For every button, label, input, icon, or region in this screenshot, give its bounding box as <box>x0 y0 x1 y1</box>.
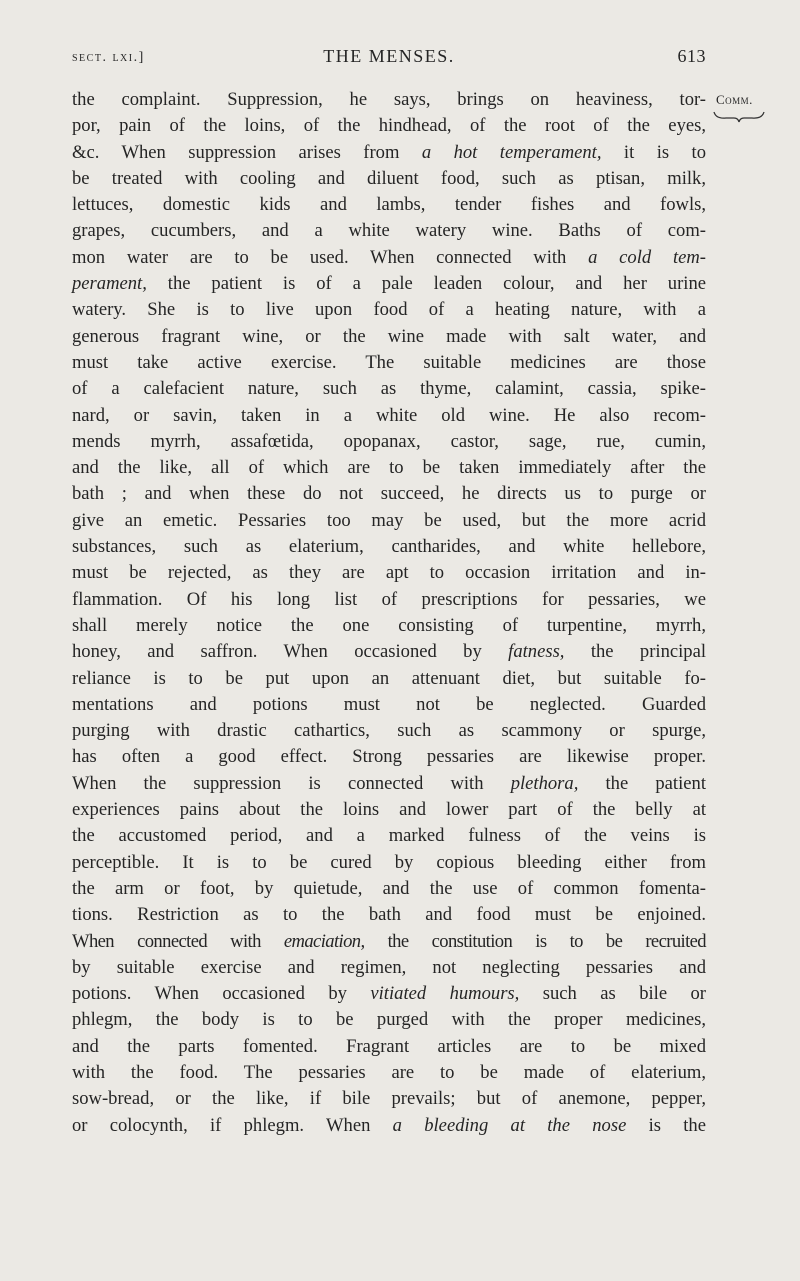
text-segment: has often a good effect. Strong pessaries are likewise proper. <box>72 746 706 768</box>
text-line <box>72 350 706 376</box>
text-segment: mon water are to be used. When connected with <box>72 246 589 268</box>
text-segment: or colocynth, if phlegm. When <box>72 1114 393 1136</box>
text-segment: mends myrrh, assafœtida, opopanax, castor, sage, rue, cumin, <box>72 430 706 452</box>
italic-phrase: a bleeding at the nose <box>392 1114 627 1136</box>
text-line <box>72 771 706 797</box>
text-line <box>72 140 706 166</box>
text-line <box>72 113 706 139</box>
text-segment: experiences pains about the loins and lower part of the belly at <box>72 799 706 821</box>
text-segment: shall merely notice the one consisting of turpentine, myrrh, <box>72 614 706 636</box>
text-segment: be treated with cooling and diluent food, such as ptisan, milk, <box>72 167 706 189</box>
text-segment: mentations and potions must not be neglected. Guarded <box>72 693 706 715</box>
text-line <box>72 744 706 770</box>
text-segment: When connected with <box>72 930 284 952</box>
italic-phrase: a hot temperament, <box>421 141 602 163</box>
margin-note-commentary: Comm. <box>716 92 753 107</box>
text-segment: the constitution is to be recruited <box>364 930 706 952</box>
text-line <box>72 297 706 323</box>
text-line <box>72 929 706 955</box>
text-line <box>72 692 706 718</box>
text-line <box>72 455 706 481</box>
text-line <box>72 87 706 113</box>
text-line <box>72 1086 706 1112</box>
text-segment: flammation. Of his long list of prescriptions for pessaries, we <box>72 588 706 610</box>
text-line <box>72 639 706 665</box>
text-line <box>72 797 706 823</box>
text-segment: purging with drastic cathartics, such as scammony or spurge, <box>72 720 706 742</box>
text-line <box>72 271 706 297</box>
text-line <box>72 850 706 876</box>
text-segment: the accustomed period, and a marked fulness of the veins is <box>72 825 706 847</box>
text-line <box>72 718 706 744</box>
text-segment: reliance is to be put upon an attenuant diet, but suitable fo- <box>72 667 706 689</box>
chapter-title: THE MENSES. <box>323 46 455 66</box>
text-line <box>72 508 706 534</box>
text-segment: is the <box>626 1114 706 1136</box>
text-line <box>72 666 706 692</box>
text-segment: potions. When occasioned by <box>72 983 371 1005</box>
text-line <box>72 1060 706 1086</box>
text-segment: nard, or savin, taken in a white old wine. He also recom- <box>72 404 706 426</box>
text-line <box>72 1034 706 1060</box>
margin-brace-icon <box>712 110 766 124</box>
text-line <box>72 560 706 586</box>
text-line <box>72 192 706 218</box>
text-line <box>72 1113 706 1139</box>
italic-phrase: perament, <box>72 273 147 295</box>
text-segment: the arm or foot, by quietude, and the use of common fomenta- <box>72 877 706 899</box>
running-header <box>72 44 706 74</box>
text-segment: such as bile or <box>519 983 706 1005</box>
body-text <box>72 87 706 1139</box>
text-segment: watery. She is to live upon food of a heating nature, with a <box>72 299 706 321</box>
text-line <box>72 166 706 192</box>
text-segment: give an emetic. Pessaries too may be used, but the more acrid <box>72 509 706 531</box>
text-segment: the complaint. Suppression, he says, brings on heaviness, tor- <box>72 89 706 110</box>
text-line <box>72 429 706 455</box>
text-line <box>72 324 706 350</box>
italic-phrase: plethora, <box>510 772 579 794</box>
italic-phrase: vitiated humours, <box>370 983 520 1005</box>
text-segment: the patient is of a pale leaden colour, and her urine <box>146 273 706 295</box>
text-segment: and the parts fomented. Fragrant articles are to be mixed <box>72 1035 706 1057</box>
text-segment: by suitable exercise and regimen, not neglecting pessaries and <box>72 956 706 978</box>
text-segment: bath ; and when these do not succeed, he directs us to purge or <box>72 483 706 505</box>
text-line <box>72 955 706 981</box>
text-line <box>72 218 706 244</box>
text-line <box>72 981 706 1007</box>
text-line <box>72 481 706 507</box>
text-segment: &c. When suppression arises from <box>72 141 422 163</box>
section-label: sect. lxi.] <box>72 50 145 65</box>
text-line <box>72 245 706 271</box>
page-number: 613 <box>677 46 706 66</box>
text-segment: must take active exercise. The suitable medicines are those <box>72 351 706 373</box>
text-line <box>72 376 706 402</box>
italic-phrase: a cold tem- <box>588 246 706 268</box>
italic-phrase: fatness, <box>508 641 565 663</box>
text-segment: lettuces, domestic kids and lambs, tender fishes and fowls, <box>72 194 706 216</box>
text-segment: honey, and saffron. When occasioned by <box>72 641 509 663</box>
text-segment: phlegm, the body is to be purged with the proper medicines, <box>72 1009 706 1031</box>
text-line <box>72 613 706 639</box>
text-segment: it is to <box>601 141 706 163</box>
text-segment: generous fragrant wine, or the wine made with salt water, and <box>72 325 706 347</box>
text-line <box>72 902 706 928</box>
text-line <box>72 587 706 613</box>
text-segment: and the like, all of which are to be taken immediately after the <box>72 457 706 479</box>
text-segment: perceptible. It is to be cured by copious bleeding either from <box>72 851 706 873</box>
text-segment: of a calefacient nature, such as thyme, calamint, cassia, spike- <box>72 378 706 400</box>
text-line <box>72 1007 706 1033</box>
text-segment: por, pain of the loins, of the hindhead, of the root of the eyes, <box>72 115 706 137</box>
text-segment: tions. Restriction as to the bath and food must be enjoined. <box>72 904 706 926</box>
italic-phrase: emaciation, <box>283 930 365 952</box>
text-segment: sow-bread, or the like, if bile prevails; but of anemone, pepper, <box>72 1088 706 1110</box>
text-line <box>72 403 706 429</box>
text-segment: the principal <box>564 641 707 663</box>
text-segment: grapes, cucumbers, and a white watery wine. Baths of com- <box>72 220 706 242</box>
text-segment: substances, such as elaterium, cantharides, and white hellebore, <box>72 536 706 558</box>
text-line <box>72 823 706 849</box>
text-segment: When the suppression is connected with <box>72 772 511 794</box>
text-segment: with the food. The pessaries are to be made of elaterium, <box>72 1061 706 1083</box>
text-line <box>72 534 706 560</box>
text-line <box>72 876 706 902</box>
text-segment: the patient <box>578 772 706 794</box>
text-segment: must be rejected, as they are apt to occasion irritation and in- <box>72 562 706 584</box>
